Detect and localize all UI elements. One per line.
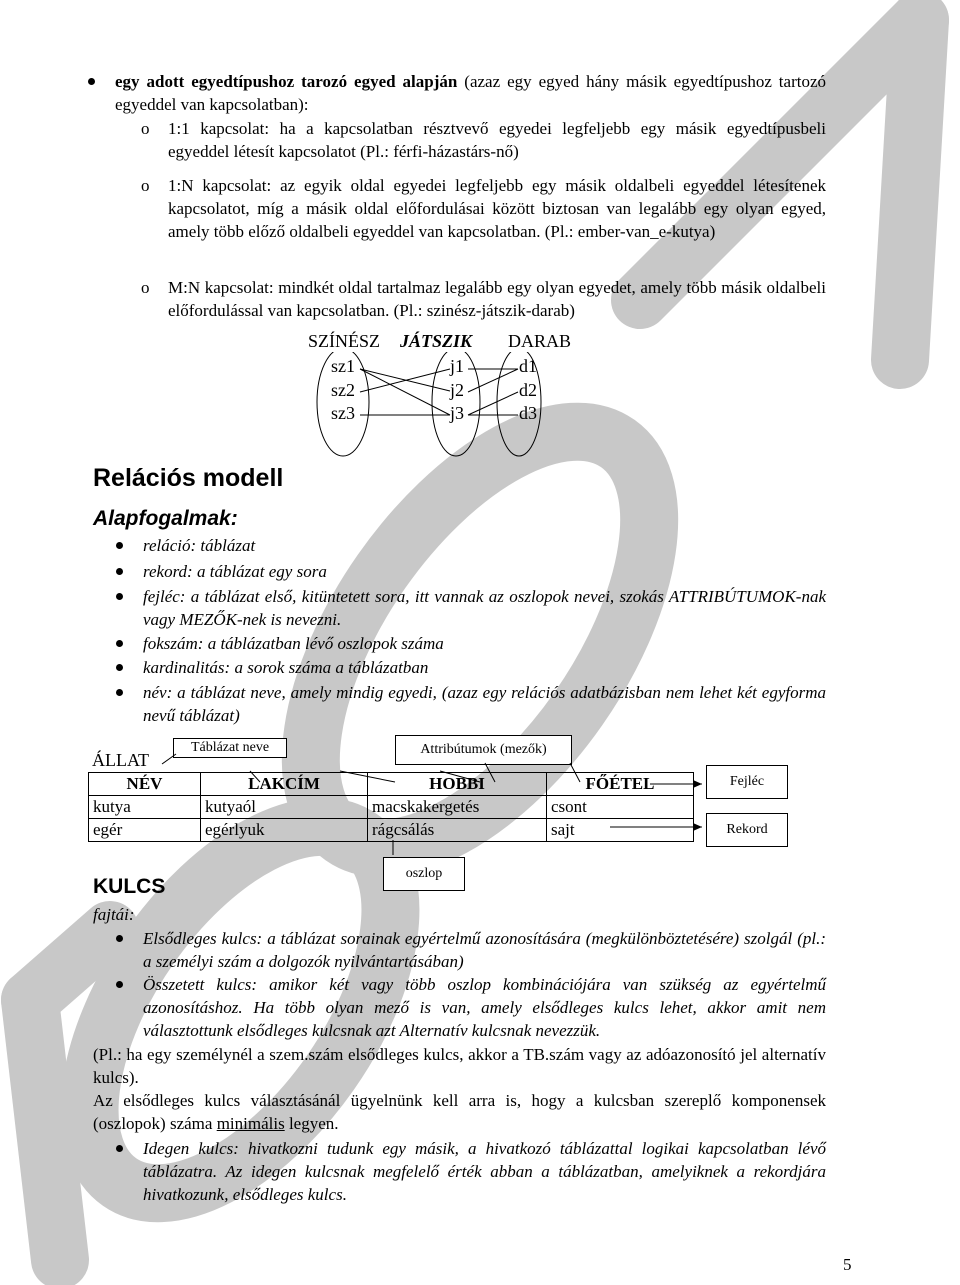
diagram-header-mid: JÁTSZIK bbox=[400, 331, 473, 351]
key-minimal-text-a: Az elsődleges kulcs választásánál ügyelnünk kell arra is, hogy a kulcsban szereplő komponensek (oszlopok) száma bbox=[93, 1091, 826, 1133]
sub-item-MtoN bbox=[168, 276, 826, 322]
key-minimal-paragraph bbox=[93, 1089, 826, 1135]
sub-item-1to1-text: 1:1 kapcsolat: ha a kapcsolatban résztvevő egyedei legfeljebb egy másik egyedtípusbeli egyeddel létesít kapcsolatot (Pl.: férfi-házastárs-nő) bbox=[168, 119, 826, 161]
key-item-composite: Összetett kulcs: amikor két vagy több oszlop kombinációjára van szükség az egyértelmű azonosításhoz. Ha több olyan mező is van, amely elsődleges kulcs lehet, akkor amit nem választottunk elsődleges kulcsnak azt Alternatív kulcsnak nevezzük. bbox=[143, 975, 826, 1040]
diagram-mid-3: j3 bbox=[450, 403, 465, 423]
table-header-cell: LAKCÍM bbox=[201, 773, 368, 796]
animal-table bbox=[88, 772, 694, 842]
bullet-entity-based bbox=[115, 70, 826, 116]
callout-header: Fejléc bbox=[706, 765, 788, 799]
table-header-row bbox=[89, 773, 694, 796]
callout-record: Rekord bbox=[706, 813, 788, 847]
table-cell: kutyaól bbox=[201, 796, 368, 819]
diagram-mid-1: j1 bbox=[450, 356, 465, 376]
diagram-header-left: SZÍNÉSZ bbox=[308, 331, 380, 351]
key-minimal-text-b: legyen. bbox=[284, 1114, 339, 1133]
section-title-key: KULCS bbox=[93, 875, 166, 898]
diagram-left-2: sz2 bbox=[331, 380, 355, 400]
callout-attributes: Attribútumok (mezők) bbox=[395, 735, 572, 765]
section-subtitle-basics: Alapfogalmak: bbox=[93, 507, 238, 530]
page-number: 5 bbox=[843, 1255, 852, 1274]
callout-table-name: Táblázat neve bbox=[173, 738, 287, 758]
diagram-mid-2: j2 bbox=[450, 380, 465, 400]
key-types-label: fajtái: bbox=[93, 905, 135, 924]
concept-item: név: a táblázat neve, amely mindig egyedi, (azaz egy relációs adatbázisban nem lehet két egyforma nevű táblázat) bbox=[143, 683, 826, 725]
table-cell: egérlyuk bbox=[201, 819, 368, 842]
concept-item: rekord: a táblázat egy sora bbox=[143, 560, 826, 583]
section-title-relational-model: Relációs modell bbox=[93, 464, 284, 492]
table-row bbox=[89, 796, 694, 819]
table-row bbox=[89, 819, 694, 842]
key-item-foreign: Idegen kulcs: hivatkozni tudunk egy másik, a hivatkozó táblázattal logikai kapcsolatban lévő táblázatra. Az idegen kulcsnak megfelelő érték abban a táblázatban, amelyiknek a rekordjára hivatkozunk, elsődleges kulcs. bbox=[143, 1139, 826, 1204]
sub-item-MtoN-text: M:N kapcsolat: mindkét oldal tartalmaz legalább egy olyan egyedet, amely több másik oldalbeli előfordulással van kapcsolatban. (Pl.: szinész-játszik-darab) bbox=[168, 278, 826, 320]
table-cell: egér bbox=[89, 819, 201, 842]
sub-item-1toN bbox=[168, 174, 826, 243]
key-example-paragraph: (Pl.: ha egy személynél a szem.szám elsődleges kulcs, akkor a TB.szám vagy az adóazonosító jel alternatív kulcs). bbox=[93, 1045, 826, 1087]
diagram-left-3: sz3 bbox=[331, 403, 355, 423]
concept-item: reláció: táblázat bbox=[143, 534, 826, 557]
concept-item: fejléc: a táblázat első, kitüntetett sora, itt vannak az oszlopok nevei, szokás ATTRIBÚTUMOK-nak vagy MEZŐK-nek is nevezni. bbox=[143, 587, 826, 629]
diagram-right-2: d2 bbox=[519, 380, 537, 400]
diagram-right-3: d3 bbox=[519, 403, 537, 423]
key-item-primary: Elsődleges kulcs: a táblázat sorainak egyértelmű azonosítására (megkülönböztetésére) szolgál (pl.: a személyi szám a dolgozók nyilvántartásában) bbox=[143, 929, 826, 971]
sub-item-1to1 bbox=[168, 117, 826, 163]
table-cell: sajt bbox=[547, 819, 694, 842]
table-cell: rágcsálás bbox=[368, 819, 547, 842]
concept-item: kardinalitás: a sorok száma a táblázatban bbox=[143, 656, 826, 679]
diagram-header-right: DARAB bbox=[508, 331, 572, 351]
concept-item: fokszám: a táblázatban lévő oszlopok száma bbox=[143, 632, 826, 655]
sub-item-1toN-text: 1:N kapcsolat: az egyik oldal egyedei legfeljebb egy másik oldalbeli egyeddel létesítenek kapcsolatot, míg a másik oldal előfordulásai között biztosan van legalább egy olyan egyed, amely több előző oldalbeli egyeddel van kapcsolatban. (Pl.: ember-van_e-kutya) bbox=[168, 176, 826, 241]
lead-rest: (azaz egy egyed hány másik egyedtípushoz tartozó egyeddel van kapcsolatban): bbox=[115, 72, 827, 114]
table-cell: macskakergetés bbox=[368, 796, 547, 819]
table-cell: csont bbox=[547, 796, 694, 819]
bold-lead: egy adott egyedtípushoz tarozó egyed alapján bbox=[115, 72, 458, 91]
diagram-right-1: d1 bbox=[519, 356, 537, 376]
table-cell: kutya bbox=[89, 796, 201, 819]
table-name-label: ÁLLAT bbox=[92, 750, 149, 770]
table-header-cell: NÉV bbox=[89, 773, 201, 796]
key-minimal-underlined: minimális bbox=[216, 1114, 285, 1133]
table-header-cell: FŐÉTEL bbox=[547, 773, 694, 796]
diagram-left-1: sz1 bbox=[331, 356, 355, 376]
callout-column: oszlop bbox=[383, 857, 465, 891]
table-header-cell: HOBBI bbox=[368, 773, 547, 796]
